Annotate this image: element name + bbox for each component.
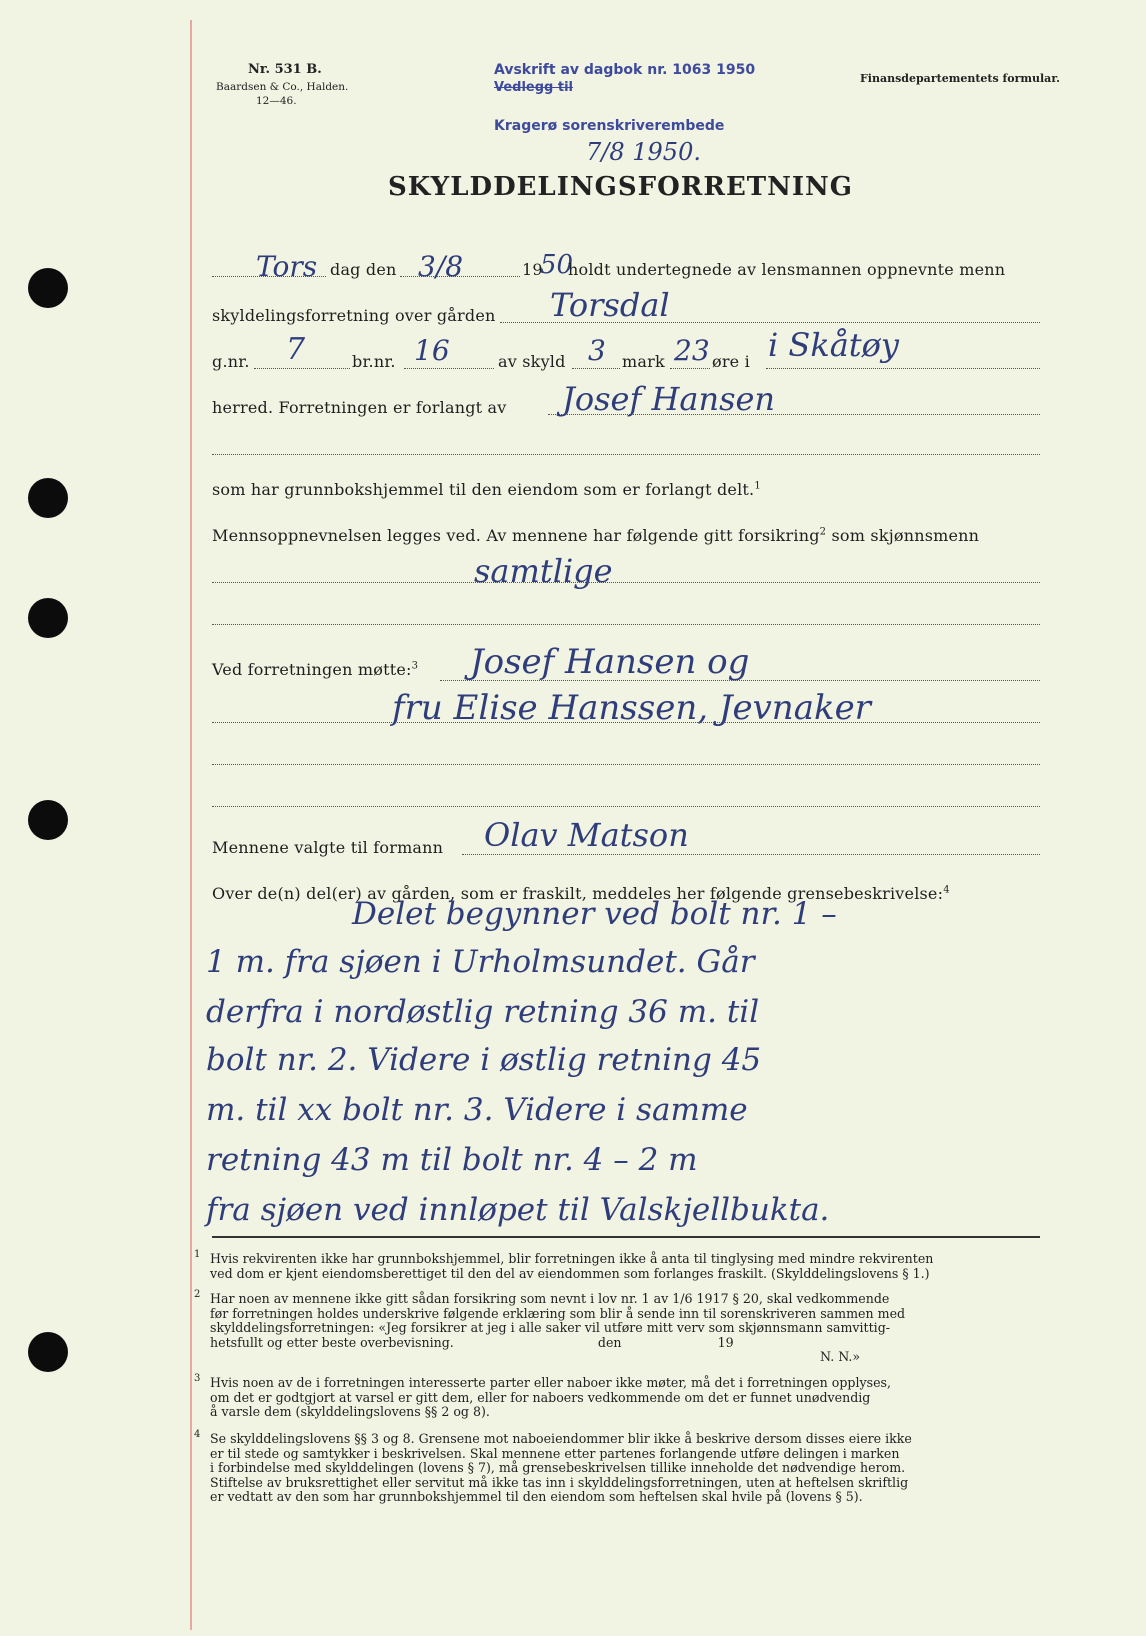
- divider: [212, 1236, 1040, 1238]
- footnote-2: [194, 1289, 1040, 1365]
- ore-value: 23: [674, 334, 710, 367]
- year-prefix: 19: [522, 260, 543, 279]
- mark-field: [572, 368, 620, 369]
- footnote-number: 3: [194, 1373, 201, 1384]
- footnote-line: hetsfullt og etter beste overbevisning. den 19: [210, 1334, 734, 1350]
- footnote-line: om det er godtgjort at varsel er gitt dem, eller for naboers vedkommende om det er funnet unødvendig: [210, 1389, 871, 1405]
- page-title: SKYLDDELINGSFORRETNING: [388, 172, 854, 202]
- punch-hole: [28, 800, 68, 840]
- blank-line: [212, 624, 1040, 625]
- footnote-line: Stiftelse av bruksrettighet eller servitut må ikke tas inn i skylddelingsforretningen, uten at heftelsen skriftlig: [210, 1474, 909, 1490]
- brnr-field: [404, 368, 494, 369]
- stamp-date: 7/8 1950.: [586, 138, 701, 166]
- description-line: fra sjøen ved innløpet til Valskjellbukta.: [206, 1192, 830, 1228]
- ore-label: øre i: [712, 352, 750, 371]
- herred-label: herred. Forretningen er forlangt av: [212, 398, 507, 417]
- footnote-3: [194, 1373, 1040, 1420]
- brnr-value: 16: [414, 334, 450, 367]
- menn-text: Mennsoppnevnelsen legges ved. Av mennene har følgende gitt forsikring$^2$ som skjønnsmenn: [212, 526, 980, 545]
- footnote-line: er til stede og samtykker i beskrivelsen. Skal mennene etter partenes forlangende utføre delingen i marken: [210, 1445, 900, 1461]
- farm-value: Torsdal: [550, 286, 670, 324]
- description-line: 1 m. fra sjøen i Urholmsundet. Går: [206, 944, 755, 980]
- blank-line: [212, 806, 1040, 807]
- footnote-line: i forbindelse med skylddelingen (lovens § 7), må grensebeskrivelsen tillike inneholde det nødvendige herom.: [210, 1460, 906, 1476]
- grense-label: Over de(n) del(er) av gården, som er fraskilt, meddeles her følgende grensebeskrivelse:$^4$: [212, 884, 950, 903]
- description-line: retning 43 m til bolt nr. 4 – 2 m: [206, 1142, 698, 1178]
- mote-field-1: [440, 680, 1040, 681]
- footnote-number: 2: [194, 1289, 201, 1300]
- stamp-line-1: Avskrift av dagbok nr. 1063 1950: [494, 62, 756, 78]
- weekday-value: Tors: [256, 250, 318, 283]
- description-line: bolt nr. 2. Videre i østlig retning 45: [206, 1042, 762, 1078]
- mote-label: Ved forretningen møtte:$^3$: [212, 660, 419, 679]
- footnote-number: 4: [194, 1429, 201, 1440]
- brnr-label: br.nr.: [352, 352, 396, 371]
- footnote-line: før forretningen holdes underskrive følgende erklæring som blir å sende inn til sorenskriveren sammen med: [210, 1305, 906, 1321]
- mote-value-2: fru Elise Hanssen, Jevnaker: [392, 688, 871, 728]
- footnote-line: Hvis noen av de i forretningen interesserte parter eller naboer ikke møter, må det i forretningen opplyses,: [210, 1375, 891, 1390]
- skyld-label: av skyld: [498, 352, 566, 371]
- footnote-1: [194, 1249, 1040, 1281]
- footnote-line: Hvis rekvirenten ikke har grunnbokshjemmel, blir forretningen ikke å anta til tinglysing med mindre rekvirenten: [210, 1251, 934, 1266]
- formann-label: Mennene valgte til formann: [212, 838, 444, 857]
- farm-label: skyldelingsforretning over gården: [212, 306, 496, 325]
- forsikring-field: [212, 582, 1040, 583]
- ore-field: [670, 368, 710, 369]
- footnote-4: [194, 1429, 1040, 1505]
- dag-den-label: dag den: [330, 260, 397, 279]
- footnote-line: Har noen av mennene ikke gitt sådan forsikring som nevnt i lov nr. 1 av 1/6 1917 § 20, skal vedkommende: [210, 1291, 890, 1306]
- punch-hole: [28, 598, 68, 638]
- mote-value-1: Josef Hansen og: [470, 642, 750, 682]
- footnote-ref: 1: [754, 480, 761, 492]
- blank-line: [212, 764, 1040, 765]
- ministry-form: Finansdepartementets formular.: [860, 72, 1060, 85]
- footnote-ref: 2: [819, 526, 827, 538]
- description-line: Delet begynner ved bolt nr. 1 –: [352, 896, 837, 932]
- print-date: 12—46.: [256, 95, 297, 107]
- gnr-value: 7: [286, 332, 306, 367]
- footnote-ref: 4: [943, 884, 950, 896]
- form-number: Nr. 531 B.: [248, 62, 322, 77]
- punch-hole: [28, 1332, 68, 1372]
- footnote-ref: 3: [411, 660, 419, 672]
- footnote-line: skylddelingsforretningen: «Jeg forsikrer at jeg i alle saker vil utføre mitt verv som skjønnsmann samvittig-: [210, 1320, 891, 1336]
- footnote-line: å varsle dem (skylddelingslovens §§ 2 og 8).: [210, 1404, 490, 1420]
- mark-label: mark: [622, 352, 665, 371]
- blank-line: [212, 454, 1040, 455]
- year-suffix: 50: [540, 250, 574, 280]
- stamp-line-3: Kragerø sorenskriverembede: [494, 118, 725, 134]
- footnote-signature: N. N.»: [820, 1349, 861, 1365]
- description-line: m. til xx bolt nr. 3. Videre i samme: [206, 1092, 748, 1128]
- herred-value: i Skåtøy: [768, 326, 899, 364]
- formann-field: [462, 854, 1040, 855]
- grunnbok-text: som har grunnbokshjemmel til den eiendom som er forlangt delt.$^1$: [212, 480, 761, 499]
- gnr-label: g.nr.: [212, 352, 250, 371]
- gnr-field: [254, 368, 350, 369]
- footnote-line: ved dom er kjent eiendomsberettiget til den del av eiendommen som forlanges fraskilt. (Skylddelingslovens § 1.): [210, 1265, 930, 1281]
- held-text: holdt undertegnede av lensmannen oppnevnte menn: [568, 260, 1006, 279]
- printer-name: Baardsen & Co., Halden.: [216, 81, 349, 93]
- punch-hole: [28, 268, 68, 308]
- punch-hole: [28, 478, 68, 518]
- footnote-number: 1: [194, 1249, 201, 1260]
- description-line: derfra i nordøstlig retning 36 m. til: [206, 994, 760, 1030]
- footnote-line: Se skylddelingslovens §§ 3 og 8. Grensene mot naboeiendommer blir ikke å beskrive dersom disses eiere ikke: [210, 1431, 912, 1446]
- herred-field: [766, 368, 1040, 369]
- footnote-line: er vedtatt av den som har grunnbokshjemmel til den eiendom som heftelsen skal hvile på (lovens § 5).: [210, 1489, 863, 1505]
- stamp-line-2: Vedlegg til: [494, 80, 574, 95]
- forsikring-value: samtlige: [474, 552, 613, 590]
- margin-line: [190, 20, 192, 1630]
- mark-value: 3: [588, 334, 606, 367]
- formann-value: Olav Matson: [484, 816, 689, 854]
- requested-by-value: Josef Hansen: [562, 380, 776, 418]
- mote-field-2: [212, 722, 1040, 723]
- date-value: 3/8: [418, 250, 464, 283]
